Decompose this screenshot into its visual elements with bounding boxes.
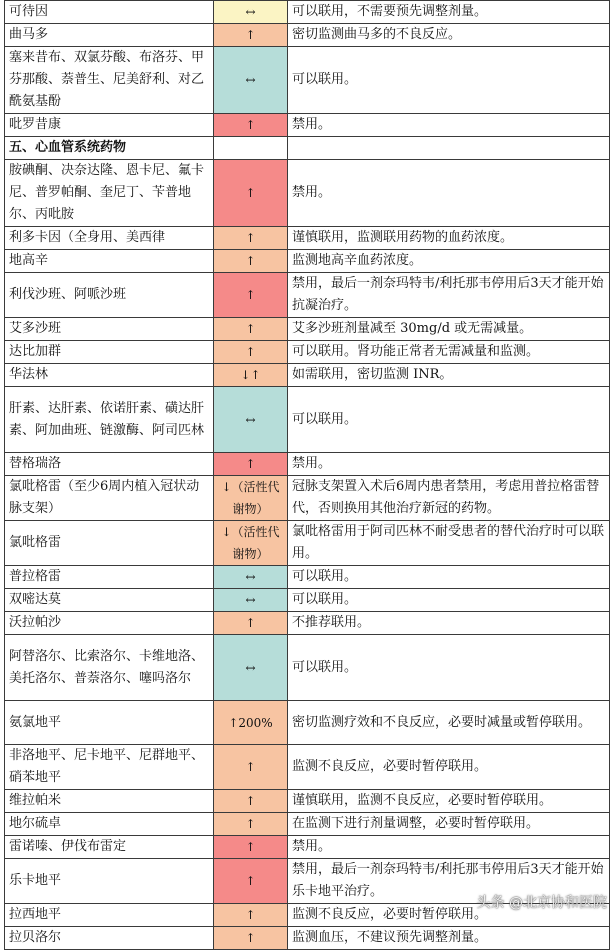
recommendation: 冠脉支架置入术后6周内患者禁用，考虑用普拉格雷替代，否则换用其他治疗新冠的药物。	[288, 476, 610, 521]
drug-name: 胺碘酮、决奈达隆、恩卡尼、氟卡尼、普罗帕酮、奎尼丁、苄普地尔、丙吡胺	[5, 160, 214, 227]
recommendation: 可以联用。	[288, 566, 610, 589]
interaction-indicator: ↑	[214, 904, 288, 927]
recommendation: 可以联用。	[288, 387, 610, 453]
interaction-indicator: ↑	[214, 790, 288, 813]
drug-name: 阿替洛尔、比索洛尔、卡维地洛、美托洛尔、普萘洛尔、噻吗洛尔	[5, 635, 214, 701]
interaction-indicator: ↔	[214, 635, 288, 701]
drug-name: 利伐沙班、阿哌沙班	[5, 273, 214, 318]
recommendation: 不推荐联用。	[288, 612, 610, 635]
watermark: 头条 @北京协和医院	[476, 895, 607, 911]
interaction-indicator: ↑	[214, 227, 288, 250]
recommendation: 谨慎联用，监测不良反应，必要时暂停联用。	[288, 790, 610, 813]
table-row	[5, 566, 610, 589]
recommendation: 密切监测曲马多的不良反应。	[288, 24, 610, 47]
table-row	[5, 476, 610, 521]
interaction-indicator: ↓（活性代谢物）	[214, 521, 288, 566]
interaction-indicator: ↔	[214, 387, 288, 453]
recommendation: 氯吡格雷用于阿司匹林不耐受患者的替代治疗时可以联用。	[288, 521, 610, 566]
table-row	[5, 24, 610, 47]
interaction-indicator: ↑	[214, 250, 288, 273]
table-row	[5, 521, 610, 566]
table-row	[5, 114, 610, 137]
recommendation: 如需联用，密切监测 INR。	[288, 364, 610, 387]
interaction-indicator: ↑	[214, 813, 288, 836]
table-row	[5, 318, 610, 341]
recommendation: 监测地高辛血药浓度。	[288, 250, 610, 273]
interaction-indicator: ↑	[214, 836, 288, 859]
drug-name: 利多卡因（全身用、美西律	[5, 227, 214, 250]
drug-name: 氯吡格雷（至少6周内植入冠状动脉支架）	[5, 476, 214, 521]
recommendation: 在监测下进行剂量调整，必要时暂停联用。	[288, 813, 610, 836]
interaction-indicator: ↑	[214, 24, 288, 47]
interaction-indicator: ↑	[214, 453, 288, 476]
interaction-indicator	[214, 137, 288, 160]
drug-name: 双嘧达莫	[5, 589, 214, 612]
recommendation: 可以联用。	[288, 47, 610, 114]
drug-name: 吡罗昔康	[5, 114, 214, 137]
table-row	[5, 453, 610, 476]
table-row	[5, 635, 610, 701]
drug-name: 乐卡地平	[5, 859, 214, 904]
drug-interaction-table	[4, 0, 610, 950]
drug-name: 肝素、达肝素、依诺肝素、磺达肝素、阿加曲班、链激酶、阿司匹林	[5, 387, 214, 453]
recommendation: 禁用。	[288, 453, 610, 476]
table-row	[5, 927, 610, 950]
table-row	[5, 790, 610, 813]
recommendation: 可以联用。	[288, 589, 610, 612]
recommendation: 可以联用，不需要预先调整剂量。	[288, 1, 610, 24]
table-row	[5, 387, 610, 453]
interaction-indicator: ↓↑	[214, 364, 288, 387]
table-body	[5, 1, 610, 950]
drug-name: 替格瑞洛	[5, 453, 214, 476]
drug-name: 氯吡格雷	[5, 521, 214, 566]
interaction-indicator: ↑	[214, 114, 288, 137]
drug-name: 维拉帕米	[5, 790, 214, 813]
recommendation: 可以联用。肾功能正常者无需减量和监测。	[288, 341, 610, 364]
recommendation: 禁用。	[288, 836, 610, 859]
drug-name: 地尔硫卓	[5, 813, 214, 836]
table-row	[5, 273, 610, 318]
section-title: 五、心血管系统药物	[5, 137, 214, 160]
recommendation	[288, 137, 610, 160]
drug-name: 可待因	[5, 1, 214, 24]
drug-name: 塞来昔布、双氯芬酸、布洛芬、甲芬那酸、萘普生、尼美舒利、对乙酰氨基酚	[5, 47, 214, 114]
table-row	[5, 701, 610, 745]
recommendation: 监测不良反应，必要时暂停联用。	[288, 904, 610, 927]
interaction-indicator: ↔	[214, 47, 288, 114]
interaction-indicator: ↑200%	[214, 701, 288, 745]
interaction-indicator: ↑	[214, 341, 288, 364]
drug-name: 非洛地平、尼卡地平、尼群地平、硝苯地平	[5, 745, 214, 790]
recommendation: 禁用。	[288, 160, 610, 227]
interaction-indicator: ↑	[214, 273, 288, 318]
table-row	[5, 341, 610, 364]
table-row	[5, 813, 610, 836]
interaction-indicator: ↑	[214, 160, 288, 227]
interaction-indicator: ↔	[214, 589, 288, 612]
recommendation: 谨慎联用，监测联用药物的血药浓度。	[288, 227, 610, 250]
table-row	[5, 160, 610, 227]
drug-name: 曲马多	[5, 24, 214, 47]
interaction-indicator: ↔	[214, 1, 288, 24]
interaction-indicator: ↑	[214, 927, 288, 950]
drug-name: 达比加群	[5, 341, 214, 364]
interaction-indicator: ↑	[214, 859, 288, 904]
table-row	[5, 227, 610, 250]
table-row	[5, 589, 610, 612]
table-row	[5, 364, 610, 387]
recommendation: 监测不良反应，必要时暂停联用。	[288, 745, 610, 790]
recommendation: 密切监测疗效和不良反应，必要时减量或暂停联用。	[288, 701, 610, 745]
drug-name: 普拉格雷	[5, 566, 214, 589]
interaction-indicator: ↓（活性代谢物）	[214, 476, 288, 521]
drug-name: 拉贝洛尔	[5, 927, 214, 950]
interaction-indicator: ↑	[214, 318, 288, 341]
drug-name: 雷诺嗪、伊伐布雷定	[5, 836, 214, 859]
section-row	[5, 137, 610, 160]
table-row	[5, 836, 610, 859]
recommendation: 艾多沙班剂量减至 30mg/d 或无需减量。	[288, 318, 610, 341]
interaction-indicator: ↑	[214, 612, 288, 635]
recommendation: 禁用，最后一剂奈玛特韦/利托那韦停用后3天才能开始抗凝治疗。	[288, 273, 610, 318]
table-row	[5, 745, 610, 790]
table-row	[5, 612, 610, 635]
drug-name: 拉西地平	[5, 904, 214, 927]
table-row	[5, 250, 610, 273]
drug-name: 华法林	[5, 364, 214, 387]
recommendation: 禁用，最后一剂奈玛特韦/利托那韦停用后3天才能开始乐卡地平治疗。	[288, 859, 610, 904]
drug-name: 地高辛	[5, 250, 214, 273]
recommendation: 可以联用。	[288, 635, 610, 701]
interaction-indicator: ↔	[214, 566, 288, 589]
drug-name: 沃拉帕沙	[5, 612, 214, 635]
recommendation: 禁用。	[288, 114, 610, 137]
drug-name: 艾多沙班	[5, 318, 214, 341]
interaction-indicator: ↑	[214, 745, 288, 790]
recommendation: 监测血压，不建议预先调整剂量。	[288, 927, 610, 950]
table-row	[5, 47, 610, 114]
table-row	[5, 1, 610, 24]
drug-name: 氨氯地平	[5, 701, 214, 745]
